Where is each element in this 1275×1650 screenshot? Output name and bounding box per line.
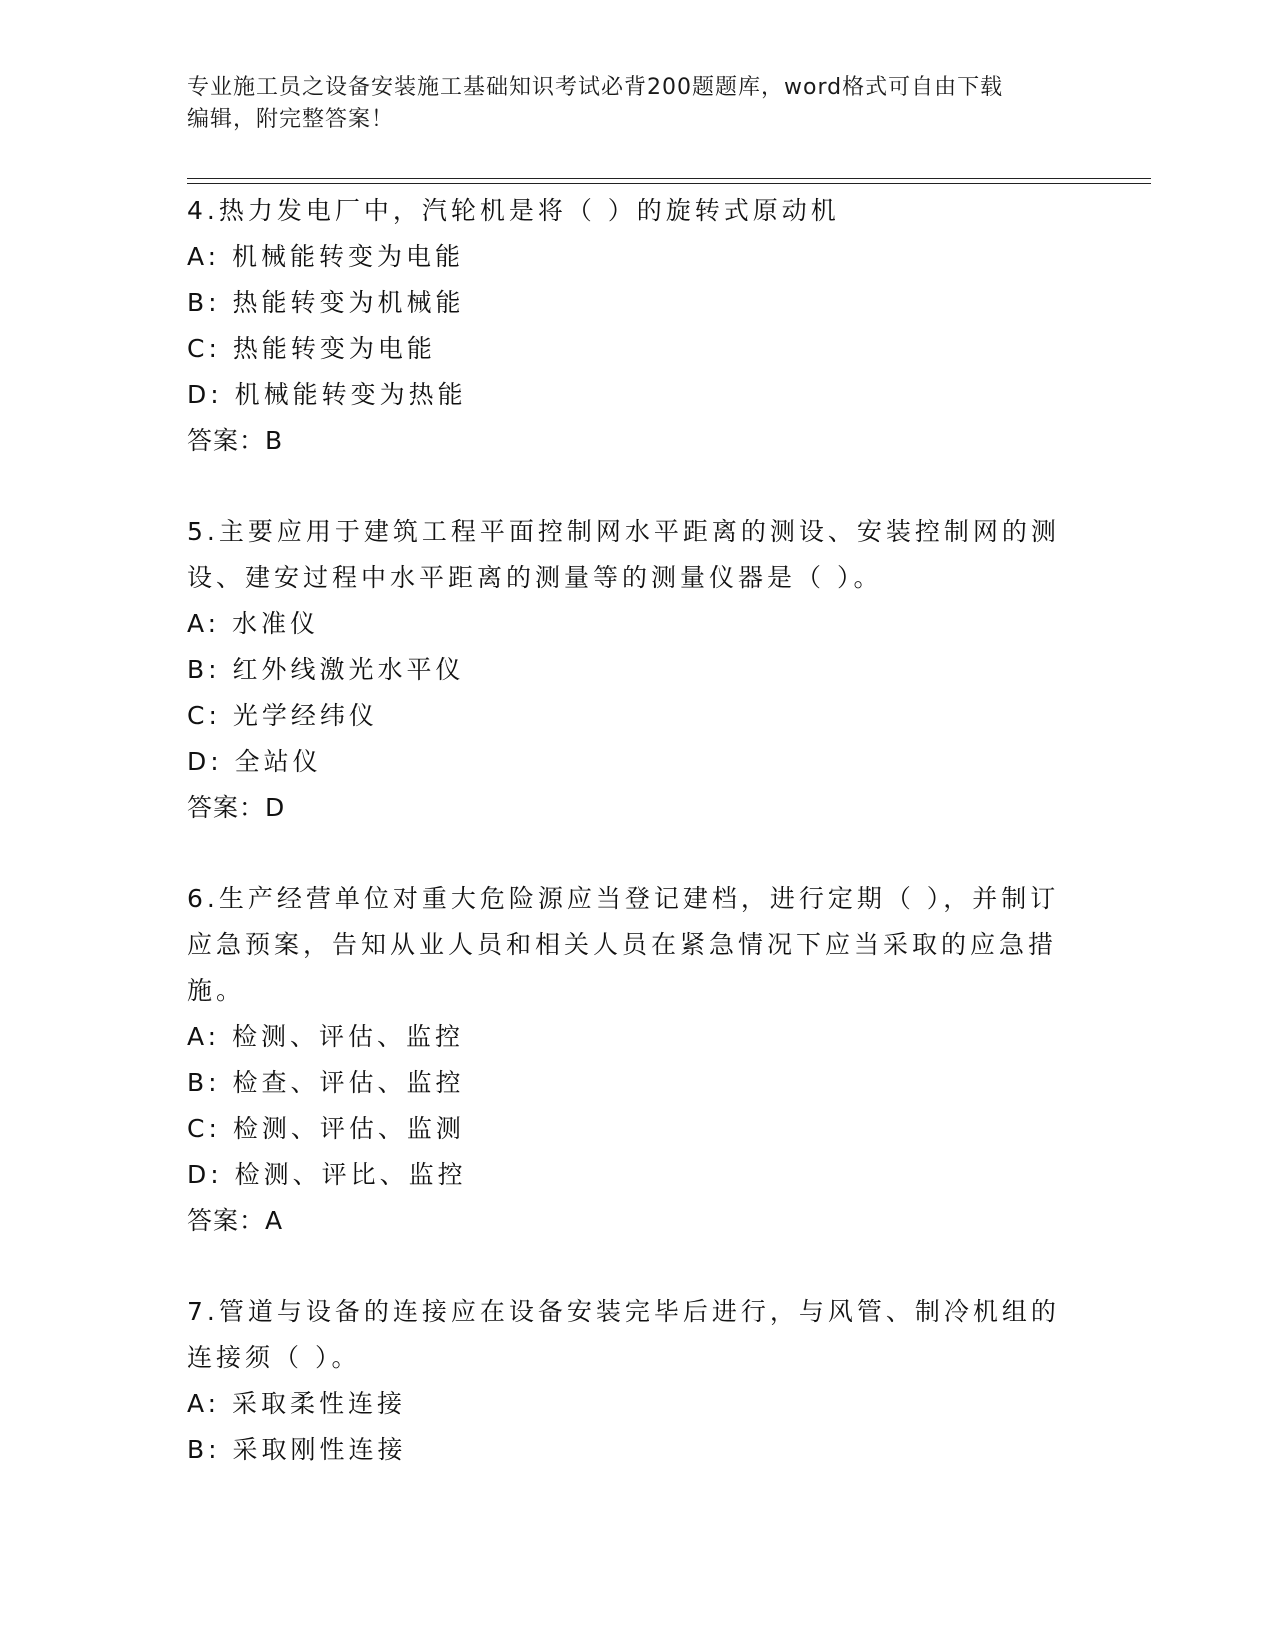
question-text: 6.生产经营单位对重大危险源应当登记建档，进行定期（ ），并制订应急预案，告知从业人员和相关人员在紧急情况下应当采取的应急措施。 xyxy=(187,884,1060,1005)
document-header xyxy=(187,72,1067,136)
header-line-2: 编辑，附完整答案！ xyxy=(187,107,395,132)
answer-line: 答案：A xyxy=(187,1206,284,1235)
header-line-1: 专业施工员之设备安装施工基础知识考试必背200题题库，word格式可自由下载 xyxy=(187,75,1004,100)
header-rule-bottom xyxy=(187,183,1151,184)
question-6 xyxy=(187,876,1067,1244)
option-c: C: 检测、评估、监测 xyxy=(187,1114,465,1143)
option-a: A: 检测、评估、监控 xyxy=(187,1022,465,1051)
option-a: A: 采取柔性连接 xyxy=(187,1389,407,1418)
option-b: B: 热能转变为机械能 xyxy=(187,288,465,317)
option-a: A: 机械能转变为电能 xyxy=(187,242,465,271)
question-list xyxy=(187,188,1067,1473)
question-text: 4.热力发电厂中，汽轮机是将（ ）的旋转式原动机 xyxy=(187,196,840,225)
option-d: D: 机械能转变为热能 xyxy=(187,380,467,409)
header-rule-top xyxy=(187,178,1151,179)
question-5 xyxy=(187,509,1067,831)
option-c: C: 光学经纬仪 xyxy=(187,701,378,730)
option-d: D: 全站仪 xyxy=(187,747,322,776)
option-b: B: 采取刚性连接 xyxy=(187,1435,407,1464)
answer-line: 答案：D xyxy=(187,793,286,822)
option-b: B: 检查、评估、监控 xyxy=(187,1068,465,1097)
option-b: B: 红外线激光水平仪 xyxy=(187,655,465,684)
question-text: 5.主要应用于建筑工程平面控制网水平距离的测设、安装控制网的测设、建安过程中水平距离的测量等的测量仪器是（ ）。 xyxy=(187,517,1060,592)
answer-line: 答案：B xyxy=(187,426,284,455)
question-text: 7.管道与设备的连接应在设备安装完毕后进行，与风管、制冷机组的连接须（ ）。 xyxy=(187,1297,1060,1372)
question-7 xyxy=(187,1289,1067,1473)
option-d: D: 检测、评比、监控 xyxy=(187,1160,467,1189)
question-4 xyxy=(187,188,1067,464)
option-a: A: 水准仪 xyxy=(187,609,320,638)
option-c: C: 热能转变为电能 xyxy=(187,334,436,363)
